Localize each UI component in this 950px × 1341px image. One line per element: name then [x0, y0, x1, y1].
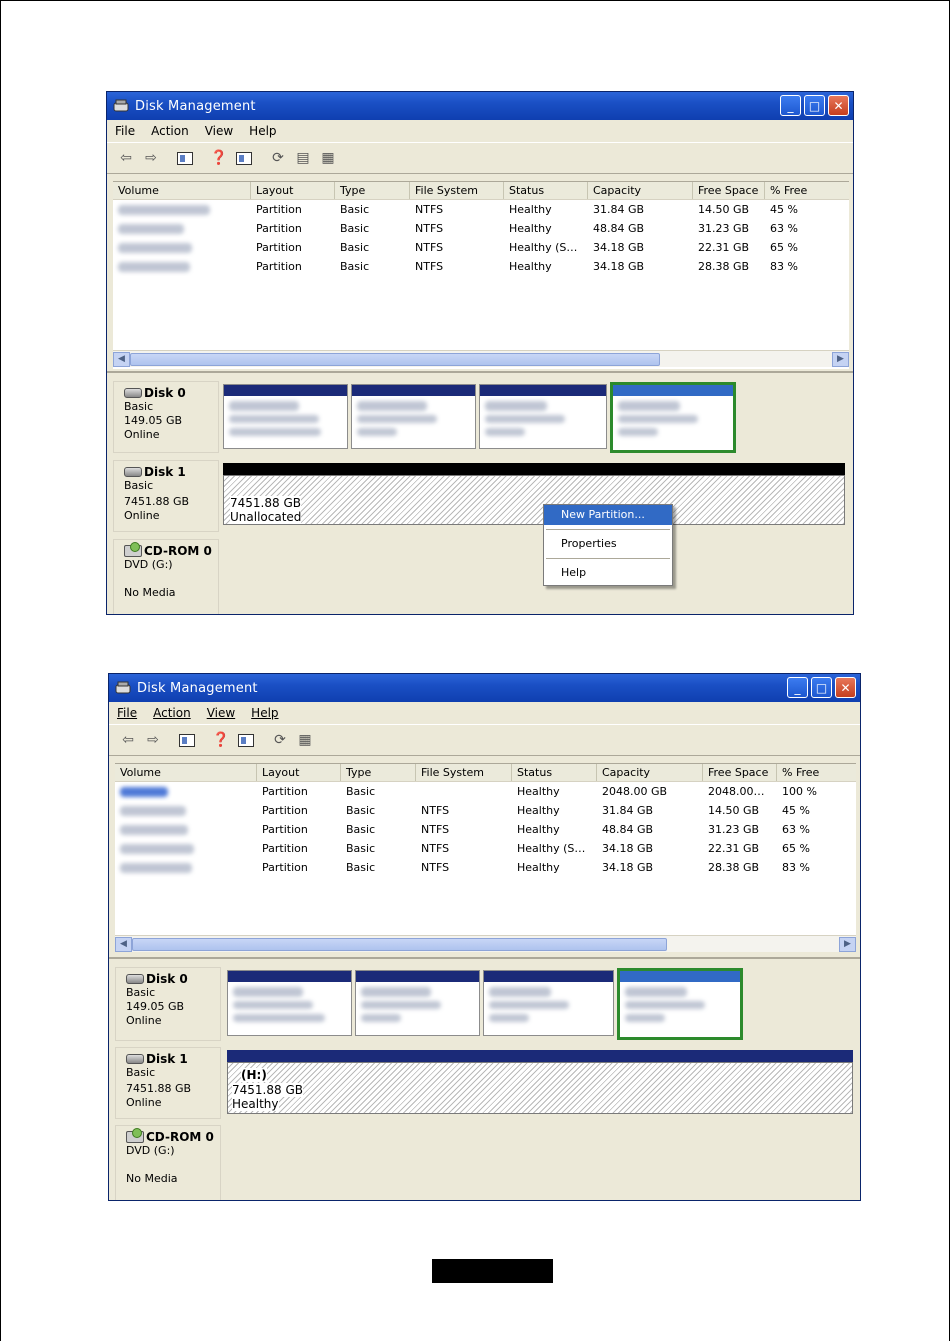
show-hide-action-pane-icon[interactable] — [233, 148, 255, 168]
cell-capacity: 34.18 GB — [602, 861, 654, 874]
menu-bar — [109, 702, 860, 724]
hard-disk-icon — [126, 1054, 144, 1064]
redacted-partition-detail — [357, 415, 437, 423]
disk-map — [107, 371, 853, 615]
cell-percent-free: 83 % — [770, 260, 798, 273]
disk-1-label[interactable] — [113, 460, 219, 532]
cell-type: Basic — [340, 222, 370, 235]
cell-file-system: NTFS — [415, 260, 444, 273]
partition-e[interactable] — [351, 384, 476, 449]
redacted-partition-detail — [229, 428, 321, 436]
redacted-partition-name — [361, 987, 431, 997]
disk-management-window — [106, 91, 854, 615]
cell-percent-free: 100 % — [782, 785, 817, 798]
volume-h-size: 7451.88 GB — [232, 1083, 303, 1097]
cd-drive-icon — [126, 1131, 144, 1143]
hard-disk-icon — [126, 974, 144, 984]
menu-file[interactable]: File — [115, 124, 136, 138]
cell-file-system — [416, 782, 512, 801]
cell-capacity: 2048.00 GB — [602, 785, 668, 798]
redacted-partition-detail — [489, 1014, 529, 1022]
menu-file[interactable]: File — [117, 706, 138, 720]
table-row[interactable] — [113, 257, 849, 276]
cell-layout: Partition — [262, 804, 308, 817]
cell-layout: Partition — [256, 260, 302, 273]
disk-1-state: Online — [124, 509, 160, 522]
table-row[interactable] — [113, 219, 849, 238]
cdrom-region — [221, 539, 849, 615]
new-partition-menu-item[interactable]: New Partition... — [544, 505, 672, 525]
disk-1-size: 7451.88 GB — [126, 1082, 192, 1095]
cdrom-drive: DVD (G:) — [124, 558, 173, 571]
redacted-partition-detail — [625, 1014, 665, 1022]
scroll-left-arrow-icon[interactable]: ◀ — [115, 937, 132, 952]
title-bar[interactable] — [107, 92, 853, 120]
menu-view[interactable]: View — [204, 124, 234, 138]
redacted-partition-name — [357, 401, 427, 411]
cell-free-space: 31.23 GB — [698, 222, 750, 235]
cell-free-space: 22.31 GB — [708, 842, 760, 855]
cell-layout: Partition — [256, 222, 302, 235]
unallocated-region[interactable] — [223, 475, 845, 525]
redacted-volume-name — [120, 844, 194, 854]
scroll-right-arrow-icon[interactable]: ▶ — [839, 937, 856, 952]
cell-percent-free: 45 % — [782, 804, 810, 817]
maximize-button[interactable]: □ — [811, 677, 832, 698]
cell-capacity: 34.18 GB — [593, 241, 645, 254]
cell-free-space: 28.38 GB — [698, 260, 750, 273]
partition-c[interactable] — [223, 384, 348, 449]
table-row[interactable] — [113, 238, 849, 257]
cell-layout: Partition — [262, 785, 308, 798]
disk-1-type: Basic — [124, 479, 154, 492]
cell-capacity: 34.18 GB — [593, 260, 645, 273]
column-header-type[interactable]: Type — [341, 764, 416, 781]
forward-arrow-icon[interactable]: ⇨ — [145, 150, 157, 166]
redacted-partition-detail — [357, 428, 397, 436]
cdrom-label[interactable] — [115, 1125, 221, 1201]
cd-drive-icon — [124, 545, 142, 557]
help-icon[interactable]: ❓ — [210, 150, 228, 166]
context-menu — [543, 504, 673, 586]
cell-layout: Partition — [262, 842, 308, 855]
cell-capacity: 48.84 GB — [593, 222, 645, 235]
cdrom-name: CD-ROM 0 — [144, 544, 212, 558]
cell-status: Healthy — [517, 823, 560, 836]
column-header-file-system[interactable]: File System — [416, 764, 512, 781]
cell-status: Healthy (S… — [517, 842, 586, 855]
column-header-capacity[interactable]: Capacity — [588, 182, 693, 199]
cdrom-drive: DVD (G:) — [126, 1144, 175, 1157]
cell-status: Healthy — [509, 260, 552, 273]
settings-icon[interactable]: ▦ — [298, 732, 312, 748]
cell-type: Basic — [346, 823, 376, 836]
properties-icon[interactable]: ▤ — [296, 150, 310, 166]
disk-0-size: 149.05 GB — [124, 414, 183, 427]
disk-1-label[interactable] — [115, 1047, 221, 1119]
cell-file-system: NTFS — [415, 203, 444, 216]
unallocated-status: Unallocated — [230, 510, 302, 524]
table-row[interactable] — [115, 839, 856, 858]
volume-list — [115, 763, 856, 951]
redacted-volume-name — [118, 205, 210, 215]
scroll-right-arrow-icon[interactable]: ▶ — [832, 352, 849, 367]
show-hide-console-tree-icon[interactable] — [174, 148, 196, 168]
disk-0-state: Online — [124, 428, 160, 441]
disk-0-state: Online — [126, 1014, 162, 1027]
partition-e[interactable] — [355, 970, 480, 1036]
partition-f[interactable] — [483, 970, 614, 1036]
column-header-file-system[interactable]: File System — [410, 182, 504, 199]
disk-1-type: Basic — [126, 1066, 156, 1079]
show-hide-action-pane-icon[interactable] — [235, 730, 257, 750]
disk-0-name: Disk 0 — [146, 972, 188, 986]
help-menu-item[interactable]: Help — [561, 566, 587, 579]
cell-percent-free: 63 % — [770, 222, 798, 235]
redacted-partition-detail — [618, 428, 658, 436]
volume-list — [113, 181, 849, 369]
cell-type: Basic — [340, 241, 370, 254]
redacted-partition-detail — [233, 1014, 325, 1022]
column-header-free-space[interactable]: Free Space — [693, 182, 765, 199]
cdrom-region — [223, 1125, 855, 1201]
properties-menu-item[interactable]: Properties — [561, 537, 617, 550]
volume-h-region[interactable] — [227, 1062, 853, 1114]
redacted-partition-detail — [361, 1001, 441, 1009]
cell-capacity: 48.84 GB — [602, 823, 654, 836]
cell-status: Healthy (S… — [509, 241, 578, 254]
volume-bar — [227, 1050, 853, 1062]
help-icon[interactable]: ❓ — [212, 732, 230, 748]
cell-status: Healthy — [517, 785, 560, 798]
column-header-type[interactable]: Type — [335, 182, 410, 199]
redacted-partition-detail — [489, 1001, 569, 1009]
menu-bar — [107, 120, 853, 142]
menu-action[interactable]: Action — [151, 124, 189, 138]
window-title: Disk Management — [137, 680, 258, 696]
menu-separator — [546, 558, 670, 559]
cell-layout: Partition — [262, 823, 308, 836]
redacted-partition-name — [489, 987, 551, 997]
cell-capacity: 31.84 GB — [593, 203, 645, 216]
redaction-bar — [432, 1259, 553, 1283]
redacted-volume-name — [120, 863, 192, 873]
cell-file-system: NTFS — [421, 861, 450, 874]
cell-capacity: 31.84 GB — [602, 804, 654, 817]
column-header-percent-free[interactable]: % Free — [770, 184, 808, 197]
redacted-partition-detail — [485, 428, 525, 436]
disk-0-name: Disk 0 — [144, 386, 186, 400]
cell-type: Basic — [340, 203, 370, 216]
disk-0-type: Basic — [124, 400, 154, 413]
disk-management-window — [108, 673, 861, 1201]
cell-layout: Partition — [256, 203, 302, 216]
partition-c[interactable] — [227, 970, 352, 1036]
disk-0-partitions — [223, 967, 855, 1041]
column-header-volume[interactable]: Volume — [113, 182, 251, 199]
cdrom-media: No Media — [126, 1172, 178, 1185]
redacted-partition-detail — [618, 415, 698, 423]
forward-arrow-icon[interactable]: ⇨ — [147, 732, 159, 748]
cell-layout: Partition — [262, 861, 308, 874]
column-header-layout[interactable]: Layout — [257, 764, 341, 781]
maximize-button[interactable]: □ — [804, 95, 825, 116]
cell-capacity: 34.18 GB — [602, 842, 654, 855]
cell-status: Healthy — [509, 203, 552, 216]
partition-d-selected[interactable] — [610, 382, 736, 453]
refresh-icon[interactable]: ⟳ — [272, 150, 284, 166]
window-title: Disk Management — [135, 98, 256, 114]
cell-type: Basic — [346, 861, 376, 874]
disk-1-name: Disk 1 — [146, 1052, 188, 1066]
redacted-volume-name — [118, 243, 192, 253]
cell-free-space: 14.50 GB — [698, 203, 750, 216]
unallocated-bar — [223, 463, 845, 475]
disk-1-name: Disk 1 — [144, 465, 186, 479]
cell-percent-free: 65 % — [770, 241, 798, 254]
redacted-partition-name — [485, 401, 547, 411]
close-button[interactable]: ✕ — [828, 95, 849, 116]
cell-free-space: 28.38 GB — [708, 861, 760, 874]
cell-status: Healthy — [517, 804, 560, 817]
cdrom-media: No Media — [124, 586, 176, 599]
scroll-left-arrow-icon[interactable]: ◀ — [113, 352, 130, 367]
scroll-thumb[interactable] — [130, 353, 660, 366]
redacted-volume-name — [120, 825, 188, 835]
hard-disk-icon — [124, 388, 142, 398]
table-row[interactable] — [115, 782, 856, 801]
partition-d-selected[interactable] — [617, 968, 743, 1040]
redacted-partition-detail — [229, 415, 319, 423]
cell-free-space: 14.50 GB — [708, 804, 760, 817]
volume-h-label: (H:) — [241, 1068, 267, 1082]
cell-type: Basic — [346, 785, 376, 798]
disk-0-label[interactable] — [115, 967, 221, 1041]
disk-management-app-icon — [115, 680, 133, 696]
toolbar — [109, 724, 860, 756]
redacted-partition-detail — [233, 1001, 313, 1009]
cell-free-space: 2048.00… — [708, 785, 765, 798]
disk-0-size: 149.05 GB — [126, 1000, 185, 1013]
cell-percent-free: 63 % — [782, 823, 810, 836]
redacted-partition-name — [618, 401, 680, 411]
redacted-partition-detail — [361, 1014, 401, 1022]
title-bar[interactable] — [109, 674, 860, 702]
column-header-capacity[interactable]: Capacity — [597, 764, 703, 781]
redacted-partition-detail — [625, 1001, 705, 1009]
cell-percent-free: 45 % — [770, 203, 798, 216]
redacted-volume-name — [118, 224, 184, 234]
volume-list-header — [113, 182, 849, 200]
cell-file-system: NTFS — [415, 222, 444, 235]
cell-type: Basic — [346, 804, 376, 817]
cell-percent-free: 83 % — [782, 861, 810, 874]
cell-file-system: NTFS — [421, 823, 450, 836]
show-hide-console-tree-icon[interactable] — [176, 730, 198, 750]
cell-type: Basic — [346, 842, 376, 855]
scroll-thumb[interactable] — [132, 938, 667, 951]
close-button[interactable]: ✕ — [835, 677, 856, 698]
column-header-volume[interactable]: Volume — [115, 764, 257, 781]
menu-action[interactable]: Action — [153, 706, 191, 720]
cell-status: Healthy — [517, 861, 560, 874]
cell-file-system: NTFS — [421, 842, 450, 855]
column-header-status[interactable]: Status — [512, 764, 597, 781]
column-header-layout[interactable]: Layout — [251, 182, 335, 199]
column-header-percent-free[interactable]: % Free — [782, 766, 820, 779]
table-row[interactable] — [113, 200, 849, 219]
disk-0-label[interactable] — [113, 381, 219, 453]
refresh-icon[interactable]: ⟳ — [274, 732, 286, 748]
menu-separator — [546, 529, 670, 530]
redacted-volume-name — [120, 806, 186, 816]
menu-help[interactable]: Help — [249, 124, 277, 138]
redacted-partition-name — [229, 401, 299, 411]
cell-free-space: 31.23 GB — [708, 823, 760, 836]
cdrom-label[interactable] — [113, 539, 219, 615]
cell-free-space: 22.31 GB — [698, 241, 750, 254]
cell-file-system: NTFS — [421, 804, 450, 817]
disk-management-app-icon — [113, 98, 131, 114]
cell-percent-free: 65 % — [782, 842, 810, 855]
redacted-partition-detail — [485, 415, 565, 423]
disk-1-regions — [223, 1047, 855, 1119]
hard-disk-icon — [124, 467, 142, 477]
disk-1-regions — [221, 460, 849, 532]
volume-list-header — [115, 764, 856, 782]
cdrom-name: CD-ROM 0 — [146, 1130, 214, 1144]
cell-status: Healthy — [509, 222, 552, 235]
redacted-partition-name — [233, 987, 303, 997]
cell-file-system: NTFS — [415, 241, 444, 254]
disk-map — [109, 957, 860, 1201]
table-row[interactable] — [115, 820, 856, 839]
redacted-volume-name — [118, 262, 190, 272]
minimize-button[interactable]: _ — [787, 677, 808, 698]
column-header-status[interactable]: Status — [504, 182, 588, 199]
partition-f[interactable] — [479, 384, 607, 449]
menu-help[interactable]: Help — [251, 706, 279, 720]
volume-h-status: Healthy — [232, 1097, 279, 1111]
minimize-button[interactable]: _ — [780, 95, 801, 116]
back-arrow-icon[interactable]: ⇦ — [122, 732, 134, 748]
back-arrow-icon[interactable]: ⇦ — [120, 150, 132, 166]
disk-1-size: 7451.88 GB — [124, 495, 190, 508]
disk-0-type: Basic — [126, 986, 156, 999]
horizontal-scrollbar[interactable] — [115, 935, 856, 952]
table-row[interactable] — [115, 858, 856, 877]
toolbar — [107, 142, 853, 174]
settings-icon[interactable]: ▦ — [321, 150, 335, 166]
cell-type: Basic — [340, 260, 370, 273]
column-header-free-space[interactable]: Free Space — [703, 764, 777, 781]
cell-layout: Partition — [256, 241, 302, 254]
unallocated-size: 7451.88 GB — [230, 496, 301, 510]
disk-0-partitions — [221, 381, 849, 453]
horizontal-scrollbar[interactable] — [113, 350, 849, 367]
redacted-partition-name — [625, 987, 687, 997]
menu-view[interactable]: View — [206, 706, 236, 720]
table-row[interactable] — [115, 801, 856, 820]
redacted-volume-name — [120, 787, 168, 797]
disk-1-state: Online — [126, 1096, 162, 1109]
